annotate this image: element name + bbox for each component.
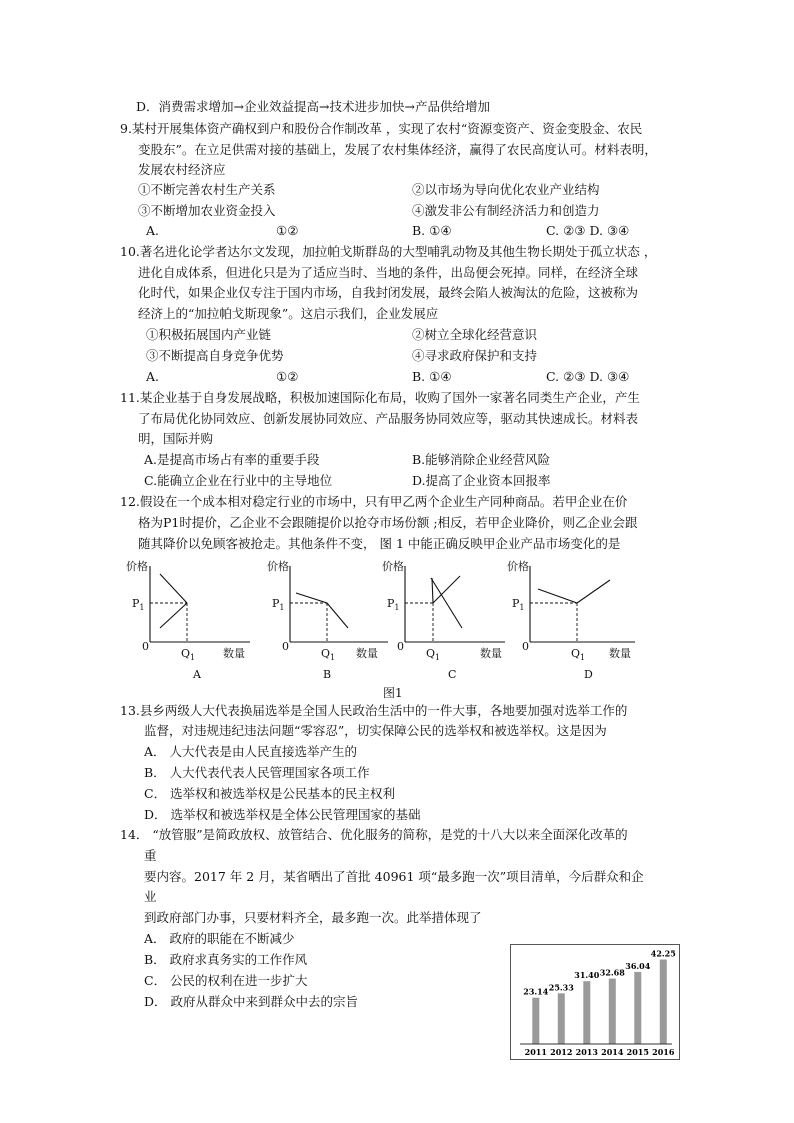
q14-stem-line1-wrap: 重: [144, 848, 157, 863]
q9-stem-line1: 9.某村开展集体资产确权到户和股份合作制改革 ，实现了农村“资源变资产、资金变股金、农民: [120, 121, 643, 136]
q11-stem-line2: 了布局优化协同效应、创新发展协同效应、产品服务协同效应等，驱动其快速成长。材料表: [138, 411, 639, 426]
q12-stem-line3: 随其降价以免顾客被抢走。其他条件不变， 图 1 中能正确反映甲企业产品市场变化的是: [138, 536, 621, 551]
bar-value-label-2016: 42.25: [650, 948, 676, 959]
q14-stem-line2: 要内容。2017 年 2 月，某省晒出了首批 40961 项“最多跑一次”项目清单，今后群众和企: [144, 869, 644, 884]
q10-choice-3: ③不断提高自身竞争优势: [146, 348, 284, 363]
bar-2011: [532, 998, 539, 1044]
graph-b-q-label: $Q_1$: [321, 647, 336, 662]
q13-option-c: C． 选举权和被选举权是公民基本的民主权利: [144, 786, 396, 801]
q12-stem-line2: 格为P1时提价，乙企业不会跟随提价以抢夺市场份额 ;相反，若甲企业降价，则乙企业会跟: [138, 515, 638, 530]
graph-d-letter: D: [584, 668, 593, 681]
x-tick-label-2011: 2011: [524, 1047, 547, 1057]
q9-choice-1: ①不断完善农村生产关系: [138, 182, 276, 197]
graph-c-letter: C: [448, 668, 457, 681]
graph-a-upper-curve: [160, 574, 187, 603]
q14-stem-line3: 到政府部门办事，只要材料齐全，最多跑一次。此举措体现了: [144, 910, 482, 925]
demand-curves: [160, 574, 610, 628]
x-tick-label-2012: 2012: [550, 1047, 573, 1057]
graph-a-q-label: $Q_1$: [181, 647, 196, 662]
q14-option-a: A． 政府的职能在不断减少: [144, 931, 295, 946]
q9-option-cd: C. ②③ D. ③④: [546, 223, 630, 238]
graph-b-p-label: $P_1$: [272, 597, 285, 612]
graph-d-y-label: 价格: [507, 560, 529, 573]
q10-choice-1: ①积极拓展国内产业链: [146, 327, 272, 342]
bar-value-label-2011: 23.14: [523, 986, 549, 997]
figure-1-price-graphs: [120, 556, 680, 702]
q12-stem-line1: 12.假设在一个成本相对稳定行业的市场中，只有甲乙两个企业生产同种商品。若甲企业在价: [120, 494, 628, 509]
graph-c-origin: 0: [397, 640, 404, 653]
graph-a-y-label: 价格: [126, 560, 148, 573]
bar-value-label-2015: 36.04: [625, 960, 651, 971]
graph-a-origin: 0: [142, 640, 149, 653]
q14-option-b: B． 政府求真务实的工作作风: [144, 952, 308, 967]
bar-2014: [609, 979, 616, 1044]
graph-c-x-label: 数量: [480, 647, 502, 660]
q10-option-cd: C. ②③ D. ③④: [546, 369, 630, 384]
x-tick-label-2016: 2016: [652, 1047, 675, 1057]
q9-stem-line2: 变股东”。在立足供需对接的基础上，发展了农村集体经济，赢得了农民高度认可。材料表明，: [138, 142, 657, 157]
q11-option-a: A.是提高市场占有率的重要手段: [144, 452, 320, 467]
q10-stem-line4: 经济上的“加拉帕戈斯现象”。这启示我们，企业发展应: [138, 306, 439, 321]
q13-option-d: D． 选举权和被选举权是全体公民管理国家的基础: [144, 807, 421, 822]
q10-option-a-letter: A.: [146, 369, 160, 384]
bar-value-label-2012: 25.33: [548, 982, 574, 993]
q10-choice-2: ②树立全球化经营意识: [412, 327, 538, 342]
q9-choice-2: ②以市场为导向优化农业产业结构: [412, 182, 600, 197]
graph-c-down-curve: [431, 578, 462, 628]
q13-option-b: B． 人大代表代表人民管理国家各项工作: [144, 765, 370, 780]
bar-2015: [634, 972, 641, 1044]
q11-stem-line3: 明，国际并购: [138, 431, 214, 446]
q14-stem-line1: 14． “放管服”是简政放权、放管结合、优化服务的简称，是党的十八大以来全面深化改革的: [120, 827, 628, 842]
graph-d-p-label: $P_1$: [512, 597, 525, 612]
graph-a-letter: A: [193, 668, 201, 681]
q9-option-a-value: ①②: [276, 223, 299, 238]
bar-chart: [510, 944, 680, 1060]
graph-d-q-label: $Q_1$: [571, 647, 586, 662]
graph-b-y-label: 价格: [267, 560, 289, 573]
q9-stem-line3: 发展农村经济应: [138, 162, 226, 177]
graph-b-curve: [296, 593, 348, 628]
q11-option-d: D.提高了企业资本回报率: [412, 473, 551, 488]
figure-caption: 图1: [383, 686, 403, 700]
graph-b-origin: 0: [282, 640, 289, 653]
q14-stem-line2-wrap: 业: [144, 889, 157, 904]
graph-b-letter: B: [323, 668, 332, 681]
q13-stem-line2: 监督，对违规违纪违法问题“零容忍”，切实保障公民的选举权和被选举权。这是因为: [144, 723, 607, 738]
q11-option-b: B.能够消除企业经营风险: [412, 452, 551, 467]
q10-stem-line1: 10.著名进化论学者达尔文发现，加拉帕戈斯群岛的大型哺乳动物及其他生物长期处于孤立状态 ，: [120, 244, 657, 259]
q10-option-b: B. ①④: [412, 369, 452, 384]
q14-option-c: C． 公民的权利在进一步扩大: [144, 973, 308, 988]
q13-stem-line1: 13.县乡两级人大代表换届选举是全国人民政治生活中的一件大事，各地要加强对选举工作的: [120, 703, 628, 718]
graph-c-y-label: 价格: [382, 560, 404, 573]
graph-b-x-label: 数量: [356, 647, 378, 660]
graph-c-up-curve: [433, 576, 460, 603]
q10-stem-line3: 化时代，如果企业仅专注于国内市场，自我封闭发展，最终会陷人被淘汰的危险，这被称为: [138, 285, 639, 300]
q11-stem-line1: 11.某企业基于自身发展战略，积极加速国际化布局，收购了国外一家著名同类生产企业，产生: [120, 390, 640, 405]
graph-a-p-label: $P_1$: [132, 597, 145, 612]
q9-choice-4: ④激发非公有制经济活力和创造力: [412, 203, 600, 218]
q11-option-c: C.能确立企业在行业中的主导地位: [144, 473, 333, 488]
bar-2013: [583, 981, 590, 1044]
q9-choice-3: ③不断增加农业资金投入: [138, 203, 276, 218]
graph-d-curve: [538, 580, 610, 603]
q10-stem-line2: 进化自成体系，但进化只是为了适应当时、当地的条件，出岛便会死掉。同样，在经济全球: [138, 265, 639, 280]
q13-option-a: A． 人大代表是由人民直接选举产生的: [144, 744, 358, 759]
graph-c-q-label: $Q_1$: [426, 647, 441, 662]
bar-value-label-2013: 31.40: [574, 970, 600, 981]
graph-a-lower-curve: [160, 603, 187, 628]
x-tick-label-2015: 2015: [626, 1047, 649, 1057]
q10-choice-4: ④寻求政府保护和支持: [412, 348, 538, 363]
q14-option-d: D． 政府从群众中来到群众中去的宗旨: [144, 994, 358, 1009]
bar-value-label-2014: 32.68: [599, 967, 625, 978]
q10-option-a-value: ①②: [276, 369, 299, 384]
x-tick-label-2013: 2013: [575, 1047, 598, 1057]
q9-option-b: B. ①④: [412, 223, 452, 238]
x-tick-label-2014: 2014: [601, 1047, 624, 1057]
graph-d-x-label: 数量: [609, 647, 631, 660]
q9-option-a-letter: A.: [146, 223, 160, 238]
graph-a-x-label: 数量: [223, 647, 245, 660]
graph-d-origin: 0: [522, 640, 529, 653]
bar-2012: [558, 993, 565, 1044]
bar-2016: [660, 960, 667, 1045]
graph-c-p-label: $P_1$: [387, 597, 400, 612]
q8-option-d: D．消费需求增加→企业效益提高→技术进步加快→产品供给增加: [136, 99, 490, 114]
